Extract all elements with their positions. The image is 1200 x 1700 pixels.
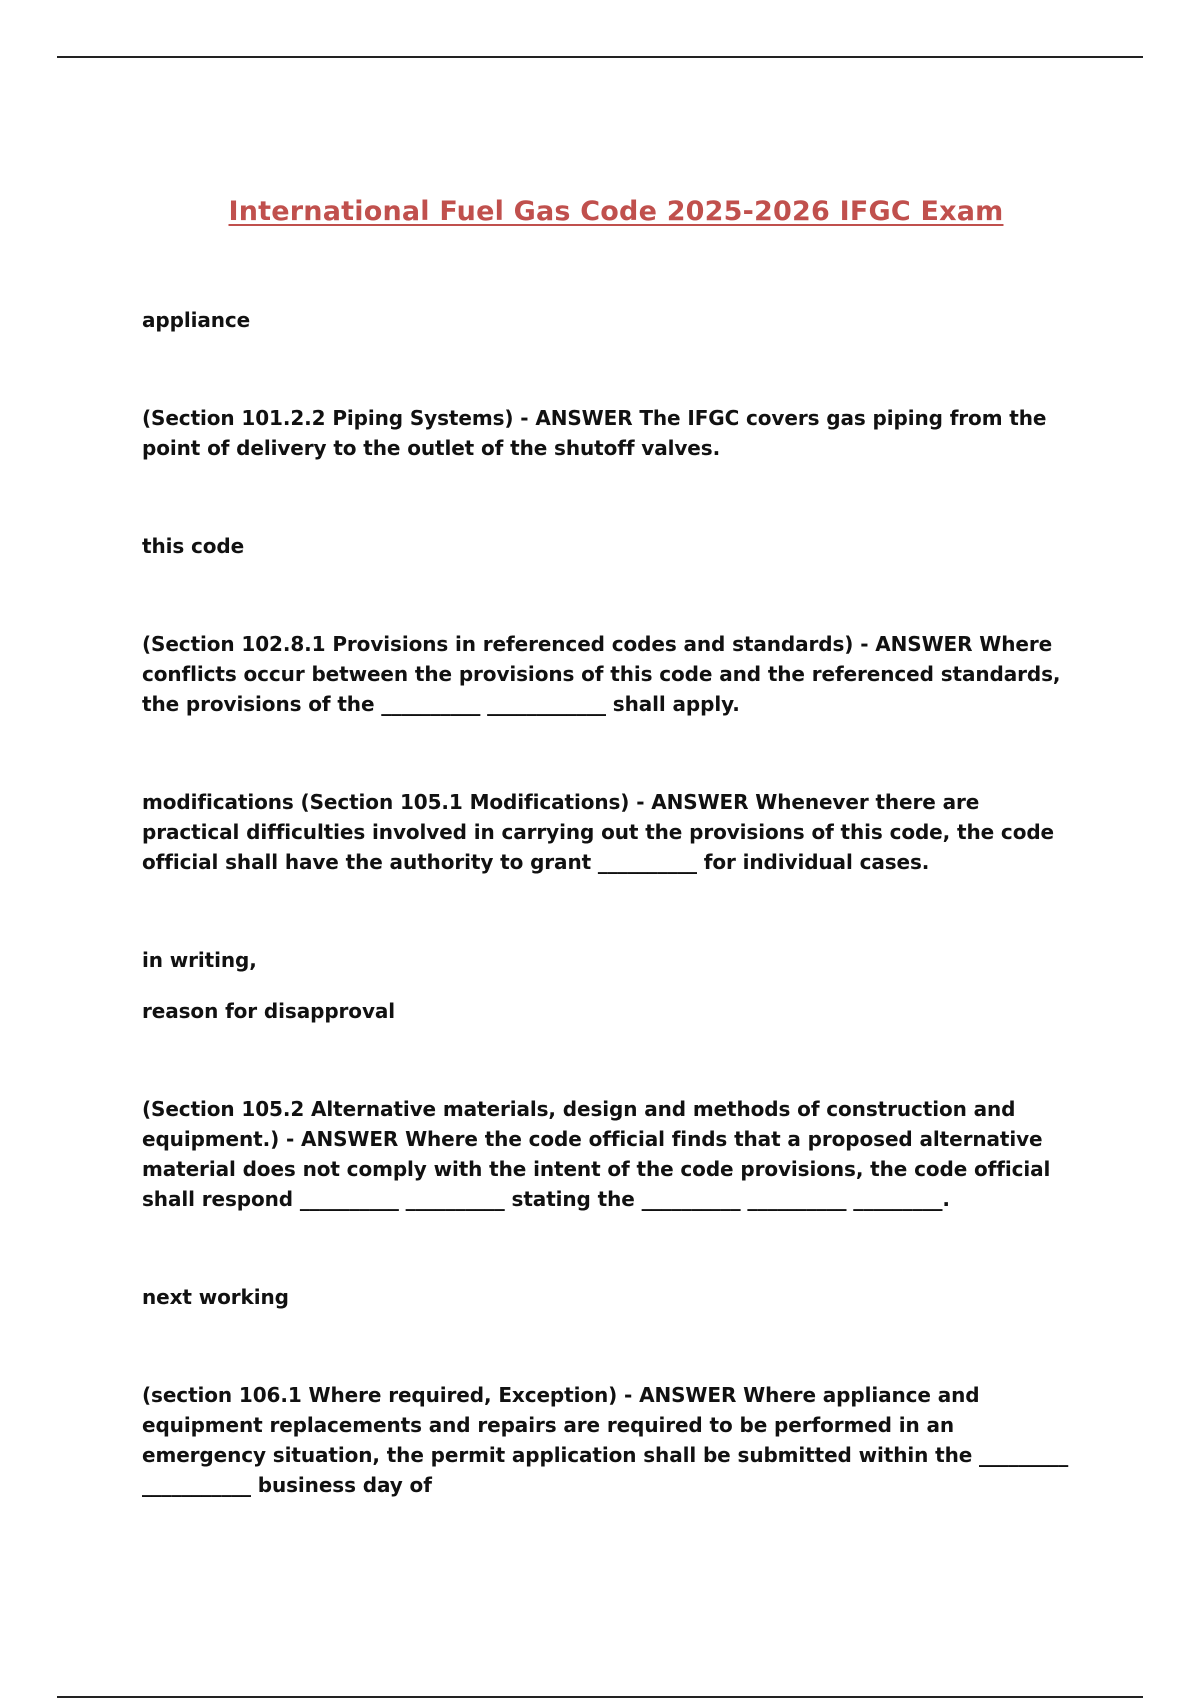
header-divider <box>57 56 1143 58</box>
paragraph-next-working: next working <box>142 1285 289 1309</box>
paragraph-section-105-1: modifications (Section 105.1 Modifications) - ANSWER Whenever there are practical difficulties involved in carrying out the provisions of this code, the code official shall have the authority to grant __________ for individual cases. <box>142 790 1055 874</box>
paragraph-appliance: appliance <box>142 308 251 332</box>
paragraph-section-106-1: (section 106.1 Where required, Exception) - ANSWER Where appliance and equipment replacements and repairs are required to be performed in an emergency situation, the permit application shall be submitted within the _________ ___________ business day of <box>142 1383 1069 1497</box>
paragraph-section-105-2: (Section 105.2 Alternative materials, design and methods of construction and equipment.) - ANSWER Where the code official finds that a proposed alternative material does not comply with the intent of the code provisions, the code official shall respond __________ __________ stating the __________ __________ _________. <box>142 1097 1051 1211</box>
document-title: International Fuel Gas Code 2025-2026 IFGC Exam <box>228 196 1004 227</box>
paragraph-section-102-8-1: (Section 102.8.1 Provisions in referenced codes and standards) - ANSWER Where conflicts occur between the provisions of this code and the referenced standards, the provisions of the __________ ____________ shall apply. <box>142 632 1061 716</box>
paragraph-this-code: this code <box>142 534 245 558</box>
paragraph-in-writing: in writing, <box>142 948 257 972</box>
paragraph-reason-for-disapproval: reason for disapproval <box>142 999 396 1023</box>
footer-divider <box>57 1696 1143 1698</box>
paragraph-section-101-2-2: (Section 101.2.2 Piping Systems) - ANSWER The IFGC covers gas piping from the point of delivery to the outlet of the shutoff valves. <box>142 406 1047 460</box>
document-body <box>142 305 1082 1500</box>
